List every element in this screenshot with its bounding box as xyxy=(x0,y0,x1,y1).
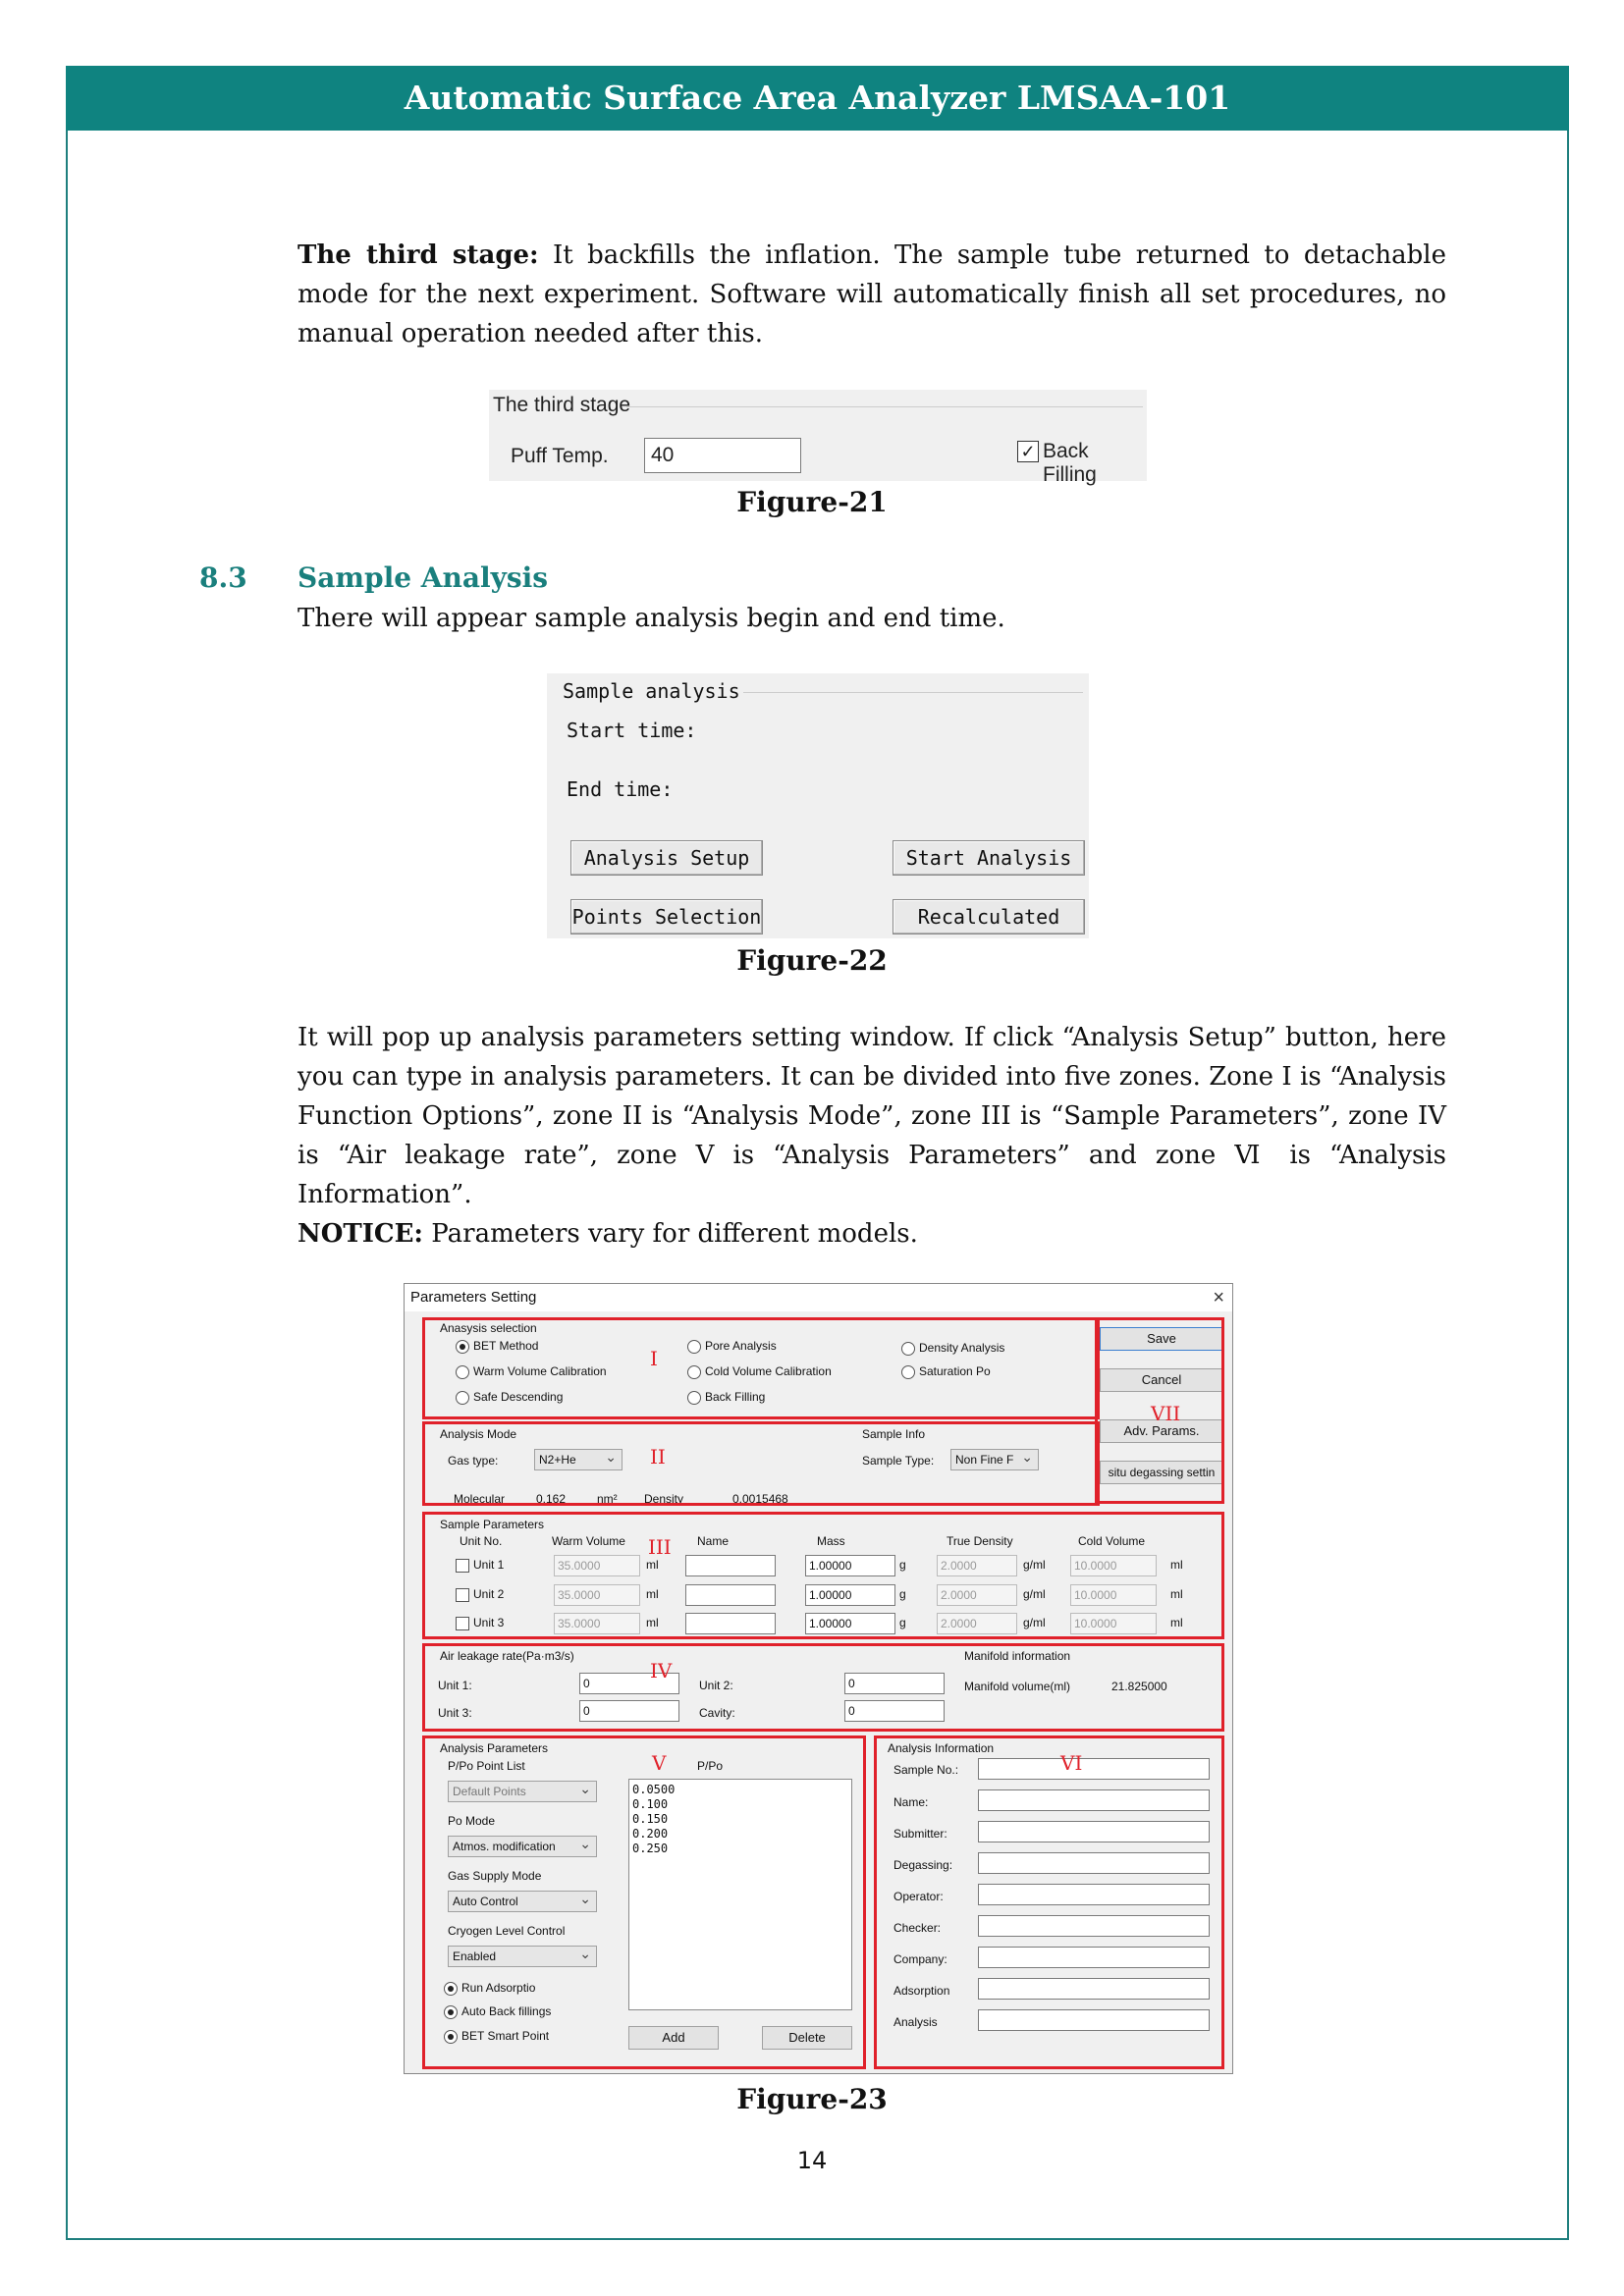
save-button[interactable]: Save xyxy=(1100,1327,1223,1351)
col-unit-no: Unit No. xyxy=(460,1534,503,1548)
unit-3-mass-unit: g xyxy=(899,1616,906,1629)
degassing-label: Degassing: xyxy=(893,1858,953,1872)
pore-analysis-label: Pore Analysis xyxy=(705,1339,777,1353)
zone-6-label: VI xyxy=(1060,1751,1083,1775)
stage3-text: It backfills the inflation. The sample tube returned to detachable mode for the next experiment. Software will automatically finish all set procedures, no manual operation needed after this. xyxy=(298,240,1446,348)
sample-type-label: Sample Type: xyxy=(862,1454,935,1468)
zone-5-label: V xyxy=(652,1751,667,1775)
zone-4-box xyxy=(422,1643,1224,1732)
list-item[interactable]: 0.150 xyxy=(632,1812,669,1826)
unit-3-true-unit: g/ml xyxy=(1023,1616,1046,1629)
density-analysis-label: Density Analysis xyxy=(919,1341,1005,1355)
cavity-input[interactable]: 0 xyxy=(844,1700,945,1722)
unit-2-mass-unit: g xyxy=(899,1587,906,1601)
unit-1-cold-volume[interactable]: 10.0000 xyxy=(1070,1555,1157,1576)
notice-paragraph xyxy=(298,1214,1446,1254)
operator-label: Operator: xyxy=(893,1890,944,1903)
unit-1-true-unit: g/ml xyxy=(1023,1558,1046,1572)
section-title: Sample Analysis xyxy=(298,561,549,594)
start-time-label: Start time: xyxy=(567,719,697,742)
unit-3-cold-volume[interactable]: 10.0000 xyxy=(1070,1613,1157,1634)
figure-22 xyxy=(547,673,1089,938)
back-filling-checkbox[interactable]: ✓ xyxy=(1017,441,1039,462)
figure-21-caption: Figure-21 xyxy=(736,486,888,518)
delete-button[interactable]: Delete xyxy=(762,2026,852,2050)
unit-3-label: Unit 3 xyxy=(473,1616,505,1629)
unit-3-true-density[interactable]: 2.0000 xyxy=(937,1613,1017,1634)
unit-1-warm-unit: ml xyxy=(646,1558,659,1572)
air-leakage-title: Air leakage rate(Pa·m3/s) xyxy=(440,1649,574,1663)
bet-method-label: BET Method xyxy=(473,1339,539,1353)
window-titlebar xyxy=(405,1284,1232,1311)
unit-2-cold-volume[interactable]: 10.0000 xyxy=(1070,1584,1157,1606)
ppo-column-label: P/Po xyxy=(697,1759,724,1773)
warm-volume-label: Warm Volume Calibration xyxy=(473,1364,607,1378)
puff-temp-input[interactable]: 40 xyxy=(644,438,801,473)
cryogen-label: Cryogen Level Control xyxy=(448,1924,566,1938)
unit-2-label: Unit 2 xyxy=(473,1587,505,1601)
molecular-unit: nm² xyxy=(597,1492,618,1506)
analysis-selection-title: Anasysis selection xyxy=(440,1321,537,1335)
window-title: Parameters Setting xyxy=(410,1289,537,1306)
list-item[interactable]: 0.100 xyxy=(632,1797,669,1811)
add-button[interactable]: Add xyxy=(628,2026,719,2050)
unit-2-true-unit: g/ml xyxy=(1023,1587,1046,1601)
group-divider xyxy=(743,692,1083,693)
manifold-volume-value: 21.825000 xyxy=(1111,1680,1167,1693)
leak-unit-3-label: Unit 3: xyxy=(438,1706,472,1720)
unit-1-warm-volume[interactable]: 35.0000 xyxy=(554,1555,640,1576)
third-stage-group-title: The third stage xyxy=(493,394,631,416)
sample-no-label: Sample No.: xyxy=(893,1763,959,1777)
stage3-label: The third stage: xyxy=(298,240,539,270)
section-text: There will appear sample analysis begin and end time. xyxy=(298,604,1005,633)
col-cold-volume: Cold Volume xyxy=(1078,1534,1146,1548)
col-name: Name xyxy=(697,1534,730,1548)
zone-2-box xyxy=(422,1421,1100,1506)
unit-3-cold-unit: ml xyxy=(1170,1616,1183,1629)
points-selection-button[interactable]: Points Selection xyxy=(570,899,763,934)
zone-3-box xyxy=(422,1512,1224,1639)
notice-label: NOTICE: xyxy=(298,1219,424,1249)
unit-3-warm-volume[interactable]: 35.0000 xyxy=(554,1613,640,1634)
zone-6-box xyxy=(874,1735,1224,2069)
puff-temp-label: Puff Temp. xyxy=(511,445,609,467)
analysis-label: Analysis xyxy=(893,2015,938,2029)
manifold-title: Manifold information xyxy=(964,1649,1071,1663)
leak-unit-3-input[interactable]: 0 xyxy=(579,1700,679,1722)
col-true-density: True Density xyxy=(947,1534,1013,1548)
analysis-parameters-title: Analysis Parameters xyxy=(440,1741,549,1755)
run-adsorption-label: Run Adsorptio xyxy=(461,1981,536,1995)
unit-2-true-density[interactable]: 2.0000 xyxy=(937,1584,1017,1606)
unit-2-mass-input[interactable]: 1.00000 xyxy=(805,1584,895,1606)
name-label: Name: xyxy=(893,1795,929,1809)
zones-paragraph: It will pop up analysis parameters setting window. If click “Analysis Setup” button, here you can type in analysis parameters. It can be divided into five zones. Zone I is “Analysis Function Options”, zone II is “Analysis Mode”, zone III is “Sample Parameters”, zone IV is “Air leakage rate”, zone V is “Analysis Parameters” and zone Ⅵ is “Analysis Information”. xyxy=(298,1023,1446,1209)
unit-3-warm-unit: ml xyxy=(646,1616,659,1629)
end-time-label: End time: xyxy=(567,777,674,801)
company-label: Company: xyxy=(893,1952,947,1966)
zone-4-label: IV xyxy=(650,1659,673,1682)
sample-info-title: Sample Info xyxy=(862,1427,926,1441)
recalculated-button[interactable]: Recalculated xyxy=(893,899,1085,934)
leak-unit-1-input[interactable]: 0 xyxy=(579,1673,679,1694)
situ-degassing-button[interactable]: situ degassing settin xyxy=(1100,1461,1223,1484)
sample-analysis-group-title: Sample analysis xyxy=(563,679,740,703)
col-warm-volume: Warm Volume xyxy=(552,1534,625,1548)
col-mass: Mass xyxy=(817,1534,845,1548)
zone-3-label: III xyxy=(648,1535,672,1559)
safe-descending-label: Safe Descending xyxy=(473,1390,564,1404)
analysis-mode-title: Analysis Mode xyxy=(440,1427,517,1441)
figure-23-caption: Figure-23 xyxy=(736,2083,888,2115)
cancel-button[interactable]: Cancel xyxy=(1100,1368,1223,1392)
bet-smart-point-label: BET Smart Point xyxy=(461,2029,550,2043)
figure-22-caption: Figure-22 xyxy=(736,944,888,977)
checker-label: Checker: xyxy=(893,1921,942,1935)
unit-1-mass-unit: g xyxy=(899,1558,906,1572)
unit-1-cold-unit: ml xyxy=(1170,1558,1183,1572)
page-number: 14 xyxy=(796,2147,828,2174)
cryogen-select[interactable]: Enabled ⌄ xyxy=(448,1946,597,1967)
po-mode-select[interactable]: Atmos. modification ⌄ xyxy=(448,1836,597,1857)
leak-unit-2-label: Unit 2: xyxy=(699,1679,733,1692)
unit-2-warm-unit: ml xyxy=(646,1587,659,1601)
analysis-setup-button[interactable]: Analysis Setup xyxy=(570,840,763,876)
gas-supply-label: Gas Supply Mode xyxy=(448,1869,542,1883)
parameters-setting-window xyxy=(404,1283,1233,2074)
submitter-label: Submitter: xyxy=(893,1827,947,1841)
group-divider xyxy=(626,406,1143,407)
unit-3-mass-input[interactable]: 1.00000 xyxy=(805,1613,895,1634)
gas-type-select[interactable]: N2+He ⌄ xyxy=(534,1449,623,1470)
back-filling-option-label: Back Filling xyxy=(705,1390,766,1404)
saturation-po-label: Saturation Po xyxy=(919,1364,991,1378)
unit-2-cold-unit: ml xyxy=(1170,1587,1183,1601)
zone-1-label: I xyxy=(650,1347,658,1370)
stage3-paragraph xyxy=(298,236,1446,353)
ppo-point-list-label: P/Po Point List xyxy=(448,1759,525,1773)
leak-unit-2-input[interactable]: 0 xyxy=(844,1673,945,1694)
gas-supply-select[interactable]: Auto Control ⌄ xyxy=(448,1891,597,1912)
section-number: 8.3 xyxy=(199,561,247,594)
zone-2-label: II xyxy=(650,1445,666,1468)
auto-back-fillings-label: Auto Back fillings xyxy=(461,2004,552,2018)
start-analysis-button[interactable]: Start Analysis xyxy=(893,840,1085,876)
list-item[interactable]: 0.200 xyxy=(632,1827,669,1841)
adv-params-button[interactable]: Adv. Params. xyxy=(1100,1419,1223,1443)
unit-1-label: Unit 1 xyxy=(473,1558,505,1572)
notice-text: Parameters vary for different models. xyxy=(423,1219,918,1249)
cold-volume-label: Cold Volume Calibration xyxy=(705,1364,832,1378)
list-item[interactable]: 0.0500 xyxy=(632,1783,676,1796)
gas-type-label: Gas type: xyxy=(448,1454,499,1468)
unit-1-mass-input[interactable]: 1.00000 xyxy=(805,1555,895,1576)
ppo-point-list-select[interactable]: Default Points ⌄ xyxy=(448,1781,597,1802)
zone-5-box xyxy=(422,1735,866,2069)
close-icon[interactable]: × xyxy=(1213,1287,1224,1308)
sample-type-select[interactable]: Non Fine F ⌄ xyxy=(950,1449,1039,1470)
unit-1-true-density[interactable]: 2.0000 xyxy=(937,1555,1017,1576)
molecular-value: 0.162 xyxy=(536,1492,567,1506)
sample-parameters-title: Sample Parameters xyxy=(440,1518,545,1531)
unit-2-warm-volume[interactable]: 35.0000 xyxy=(554,1584,640,1606)
leak-unit-1-label: Unit 1: xyxy=(438,1679,472,1692)
manifold-volume-label: Manifold volume(ml) xyxy=(964,1680,1071,1693)
analysis-information-title: Analysis Information xyxy=(888,1741,995,1755)
molecular-label: Molecular xyxy=(454,1492,506,1506)
page-header: Automatic Surface Area Analyzer LMSAA-101 xyxy=(66,66,1569,131)
zone-7-label: VII xyxy=(1151,1402,1181,1425)
list-item[interactable]: 0.250 xyxy=(632,1842,669,1855)
figure-21 xyxy=(489,390,1147,486)
zone-1-box xyxy=(422,1317,1100,1419)
po-mode-label: Po Mode xyxy=(448,1814,496,1828)
adsorption-label: Adsorption xyxy=(893,1984,950,1998)
back-filling-label: Back Filling xyxy=(1043,440,1097,486)
density-value: 0.0015468 xyxy=(732,1492,788,1506)
density-label: Density xyxy=(644,1492,684,1506)
cavity-label: Cavity: xyxy=(699,1706,735,1720)
